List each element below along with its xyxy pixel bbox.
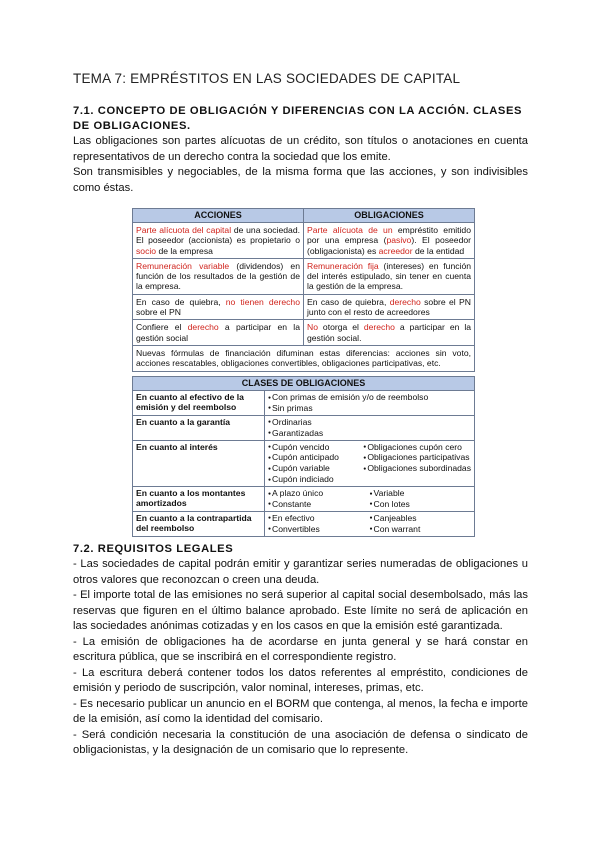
list-item: ● Obligaciones subordinadas [363,463,471,474]
table-row [133,223,475,259]
table-footer-note: Nuevas fórmulas de financiación difuminan estas diferencias: acciones sin voto, acciones rescatables, obligaciones convertibles, obligaciones participativas, etc. [133,345,475,371]
cell-obligaciones-quiebra [304,294,475,320]
row-values [265,511,475,536]
highlight-text: socio [136,245,157,256]
highlight-text: Remuneración variable [136,260,230,271]
table-row [133,294,475,320]
row-label: En cuanto al interés [133,440,265,487]
section-1 [73,104,528,196]
list-item: ● Cupón indiciado [268,474,363,485]
highlight-text: Parte alícuota de un [307,225,393,235]
list-item: ● Obligaciones participativas [363,452,471,463]
list-item: ● Cupón variable [268,463,363,474]
cell-acciones-quiebra [133,294,304,320]
requirement-item: - Es necesario publicar un anuncio en el BORM que contenga, al menos, la fecha e importe de la emisión, así como la identidad del comisario. [73,697,528,725]
cell-obligaciones-gestion [304,320,475,346]
requirement-item: - El importe total de las emisiones no será superior al capital social desembolsado, más las reservas que figuren en el último balance aprobado. Este límite no será de aplicación en las sociedades anónimas cotizadas y en los casos en que la emisión esté garantizada. [73,589,528,632]
row-label: En cuanto a los montantes amortizados [133,487,265,512]
table-row [133,391,475,416]
requirement-item: - La emisión de obligaciones ha de acordarse en junta general y se hará constar en escritura pública, que se inscribirá en el correspondiente registro. [73,635,528,663]
list-item: ● Con lotes [370,499,472,510]
highlight-text: derecho [187,322,219,333]
classes-table-header: CLASES DE OBLIGACIONES [133,377,475,391]
highlight-text: No [307,322,318,333]
highlight-text: Parte alícuota del capital [136,225,232,235]
cell-acciones-gestion [133,320,304,346]
row-label: En cuanto a la garantía [133,415,265,440]
section-1-paragraph-1: Las obligaciones son partes alícuotas de un crédito, son títulos o anotaciones en cuenta representativos de un derecho contra la sociedad que los emite. [73,135,528,163]
comparison-table [132,208,475,372]
list-item: ● Con warrant [370,524,472,535]
highlight-text: derecho [389,296,421,307]
cell-acciones-concepto [133,223,304,259]
row-values [265,487,475,512]
list-item: ● En efectivo [268,513,370,524]
classes-table [132,376,475,537]
cell-text: sobre el PN [136,307,181,318]
list-item: ● Cupón vencido [268,442,363,453]
highlight-text: pasivo [386,235,412,246]
section-2 [73,542,528,759]
table-row [133,345,475,371]
table-row [133,320,475,346]
list-item: ● Variable [370,488,472,499]
list-item: ● Sin primas [268,403,471,414]
header-obligaciones: OBLIGACIONES [304,209,475,223]
section-1-paragraph-2: Son transmisibles y negociables, de la misma forma que las acciones, y son indivisibles como éstas. [73,166,528,194]
page-title: TEMA 7: EMPRÉSTITOS EN LAS SOCIEDADES DE CAPITAL [73,71,461,86]
cell-text: En caso de quiebra, [307,296,390,307]
cell-text: En caso de quiebra, [136,296,226,307]
list-item: ● Constante [268,499,370,510]
highlight-text: acreedor [378,245,413,256]
table-row [133,415,475,440]
row-label: En cuanto a la contrapartida del reembolso [133,511,265,536]
cell-text: sobre el PN junto con el resto de acreedores [307,296,471,318]
cell-text: empréstito emitido por una empresa ( [307,225,471,246]
cell-text: a participar en la gestión social [136,322,300,343]
list-item: ● Obligaciones cupón cero [363,442,471,453]
cell-text: (intereses) en función del interés estipulado, sin tener en cuenta la gestión de la empresa. [307,260,472,292]
cell-text: Confiere el [136,322,188,333]
list-item: ● Con primas de emisión y/o de reembolso [268,392,471,403]
list-item: ● A plazo único [268,488,370,499]
row-label: En cuanto al efectivo de la emisión y del reembolso [133,391,265,416]
table-row [133,487,475,512]
cell-obligaciones-concepto [304,223,475,259]
highlight-text: no tienen derecho [225,296,300,307]
row-values [265,440,475,487]
section-2-heading: 7.2. REQUISITOS LEGALES [73,543,234,555]
cell-text: otorga el [318,322,364,333]
cell-text: de la empresa [156,245,213,256]
requirement-item: - La escritura deberá contener todos los datos referentes al empréstito, condiciones de emisión y periodo de suscripción, valor nominal, intereses, primas, etc. [73,666,528,694]
list-item: ● Convertibles [268,524,370,535]
cell-text: (dividendos) en función de los resultados de la gestión de la empresa. [136,260,300,292]
cell-acciones-remuneracion [133,258,304,294]
table-row [133,440,475,487]
table-row [133,258,475,294]
header-acciones: ACCIONES [133,209,304,223]
cell-text: ). El poseedor (obligacionista) es [307,235,471,256]
cell-obligaciones-remuneracion [304,258,475,294]
table-row [133,511,475,536]
list-item: ● Ordinarias [268,417,471,428]
list-item: ● Canjeables [370,513,472,524]
cell-text: de la entidad [412,245,465,256]
requirement-item: - Será condición necesaria la constitución de una asociación de defensa o sindicato de obligacionistas, y la designación de un comisario que lo represente. [73,728,528,756]
list-item: ● Cupón anticipado [268,452,363,463]
list-item: ● Garantizadas [268,428,471,439]
cell-text: de una sociedad. El poseedor (accionista) es propietario o [136,225,300,246]
highlight-text: Remuneración fija [307,260,379,271]
section-1-heading: 7.1. CONCEPTO DE OBLIGACIÓN Y DIFERENCIAS CON LA ACCIÓN. CLASES DE OBLIGACIONES. [73,105,523,132]
highlight-text: derecho [363,322,395,333]
requirement-item: - Las sociedades de capital podrán emitir y garantizar series numeradas de obligaciones u otros valores que reconozcan o creen una deuda. [73,558,528,586]
row-values [265,391,475,416]
cell-text: a participar en la gestión social. [307,322,472,343]
row-values [265,415,475,440]
